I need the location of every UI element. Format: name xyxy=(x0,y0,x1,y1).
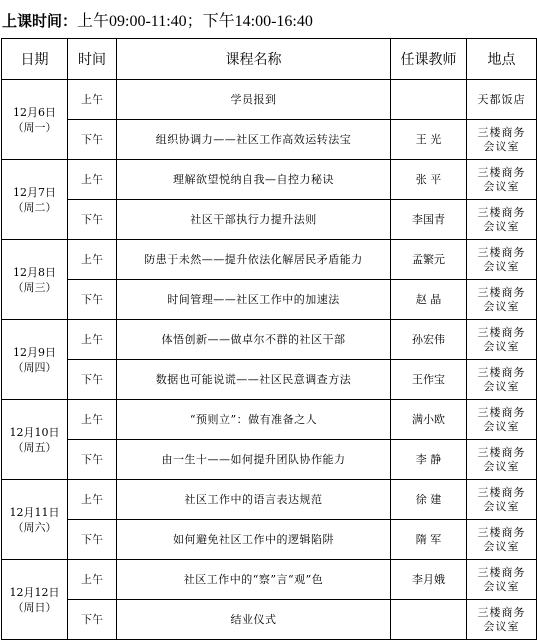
time-cell: 上午 xyxy=(68,80,117,120)
place-cell: 三楼商务 会议室 xyxy=(467,120,537,160)
course-cell: 防患于未然——提升依法化解居民矛盾能力 xyxy=(117,240,391,280)
date-text: 12月7日 xyxy=(13,185,56,199)
teacher-cell xyxy=(391,600,467,640)
teacher-cell: 王 光 xyxy=(391,120,467,160)
table-row xyxy=(2,360,537,400)
schedule-body xyxy=(2,80,537,640)
course-cell: 社区工作中的“察”言“观”色 xyxy=(117,560,391,600)
teacher-cell: 李 静 xyxy=(391,440,467,480)
time-cell: 下午 xyxy=(68,200,117,240)
course-cell: 数据也可能说谎——社区民意调查方法 xyxy=(117,360,391,400)
time-cell: 下午 xyxy=(68,360,117,400)
column-header-course: 课程名称 xyxy=(117,39,391,80)
date-cell xyxy=(2,160,68,240)
date-cell xyxy=(2,80,68,160)
date-text: 12月9日 xyxy=(13,345,56,359)
weekday-text: （周四） xyxy=(12,360,57,374)
time-cell: 下午 xyxy=(68,520,117,560)
column-header-place: 地点 xyxy=(467,39,537,80)
table-row xyxy=(2,440,537,480)
teacher-cell: 张 平 xyxy=(391,160,467,200)
teacher-cell: 李月娥 xyxy=(391,560,467,600)
class-time-value: 上午09:00-11:40；下午14:00-16:40 xyxy=(77,13,313,30)
schedule-table xyxy=(1,38,537,640)
table-row xyxy=(2,200,537,240)
weekday-text: （周五） xyxy=(12,440,57,454)
course-cell: 结业仪式 xyxy=(117,600,391,640)
table-row xyxy=(2,120,537,160)
teacher-cell: 徐 建 xyxy=(391,480,467,520)
teacher-cell: 王作宝 xyxy=(391,360,467,400)
date-text: 12月12日 xyxy=(9,585,60,599)
teacher-cell: 赵 晶 xyxy=(391,280,467,320)
weekday-text: （周日） xyxy=(12,600,57,614)
place-cell: 三楼商务 会议室 xyxy=(467,240,537,280)
time-cell: 上午 xyxy=(68,400,117,440)
table-row xyxy=(2,160,537,200)
table-row xyxy=(2,280,537,320)
course-cell: 体悟创新——做卓尔不群的社区干部 xyxy=(117,320,391,360)
weekday-text: （周一） xyxy=(12,120,57,134)
weekday-text: （周六） xyxy=(12,520,57,534)
time-cell: 上午 xyxy=(68,480,117,520)
date-cell xyxy=(2,320,68,400)
table-row xyxy=(2,520,537,560)
place-cell: 三楼商务 会议室 xyxy=(467,320,537,360)
table-row xyxy=(2,80,537,120)
date-text: 12月10日 xyxy=(9,425,60,439)
course-cell: 理解欲望悦纳自我—自控力秘诀 xyxy=(117,160,391,200)
place-cell: 三楼商务 会议室 xyxy=(467,360,537,400)
date-text: 12月11日 xyxy=(9,505,60,519)
place-cell: 三楼商务 会议室 xyxy=(467,520,537,560)
table-row xyxy=(2,320,537,360)
column-header-time: 时间 xyxy=(68,39,117,80)
teacher-cell: 孟繁元 xyxy=(391,240,467,280)
teacher-cell: 满小欧 xyxy=(391,400,467,440)
date-cell xyxy=(2,240,68,320)
teacher-cell: 隋 军 xyxy=(391,520,467,560)
course-cell: 如何避免社区工作中的逻辑陷阱 xyxy=(117,520,391,560)
table-row xyxy=(2,400,537,440)
date-text: 12月8日 xyxy=(13,265,56,279)
course-cell: 学员报到 xyxy=(117,80,391,120)
column-header-teacher: 任课教师 xyxy=(391,39,467,80)
place-cell: 三楼商务 会议室 xyxy=(467,400,537,440)
class-time-label: 上课时间： xyxy=(2,12,78,30)
place-cell: 三楼商务 会议室 xyxy=(467,560,537,600)
table-row xyxy=(2,600,537,640)
time-cell: 下午 xyxy=(68,280,117,320)
place-cell: 三楼商务 会议室 xyxy=(467,440,537,480)
teacher-cell xyxy=(391,80,467,120)
date-text: 12月6日 xyxy=(13,105,56,119)
time-cell: 上午 xyxy=(68,560,117,600)
teacher-cell: 李国青 xyxy=(391,200,467,240)
time-cell: 上午 xyxy=(68,320,117,360)
course-cell: 组织协调力——社区工作高效运转法宝 xyxy=(117,120,391,160)
table-header-row xyxy=(2,39,537,80)
course-cell: 由一生十——如何提升团队协作能力 xyxy=(117,440,391,480)
column-header-date: 日期 xyxy=(2,39,68,80)
place-cell: 三楼商务 会议室 xyxy=(467,200,537,240)
table-row xyxy=(2,480,537,520)
table-row xyxy=(2,240,537,280)
place-cell: 三楼商务 会议室 xyxy=(467,480,537,520)
course-cell: 社区工作中的语言表达规范 xyxy=(117,480,391,520)
class-time-header xyxy=(2,8,313,31)
time-cell: 下午 xyxy=(68,120,117,160)
time-cell: 上午 xyxy=(68,240,117,280)
place-cell: 三楼商务 会议室 xyxy=(467,280,537,320)
weekday-text: （周三） xyxy=(12,280,57,294)
place-cell: 天都饭店 xyxy=(467,80,537,120)
time-cell: 上午 xyxy=(68,160,117,200)
place-cell: 三楼商务 会议室 xyxy=(467,600,537,640)
course-cell: “预则立”：做有准备之人 xyxy=(117,400,391,440)
date-cell xyxy=(2,400,68,480)
date-cell xyxy=(2,560,68,640)
table-row xyxy=(2,560,537,600)
time-cell: 下午 xyxy=(68,440,117,480)
teacher-cell: 孙宏伟 xyxy=(391,320,467,360)
course-cell: 时间管理——社区工作中的加速法 xyxy=(117,280,391,320)
time-cell: 下午 xyxy=(68,600,117,640)
weekday-text: （周二） xyxy=(12,200,57,214)
course-cell: 社区干部执行力提升法则 xyxy=(117,200,391,240)
place-cell: 三楼商务 会议室 xyxy=(467,160,537,200)
date-cell xyxy=(2,480,68,560)
